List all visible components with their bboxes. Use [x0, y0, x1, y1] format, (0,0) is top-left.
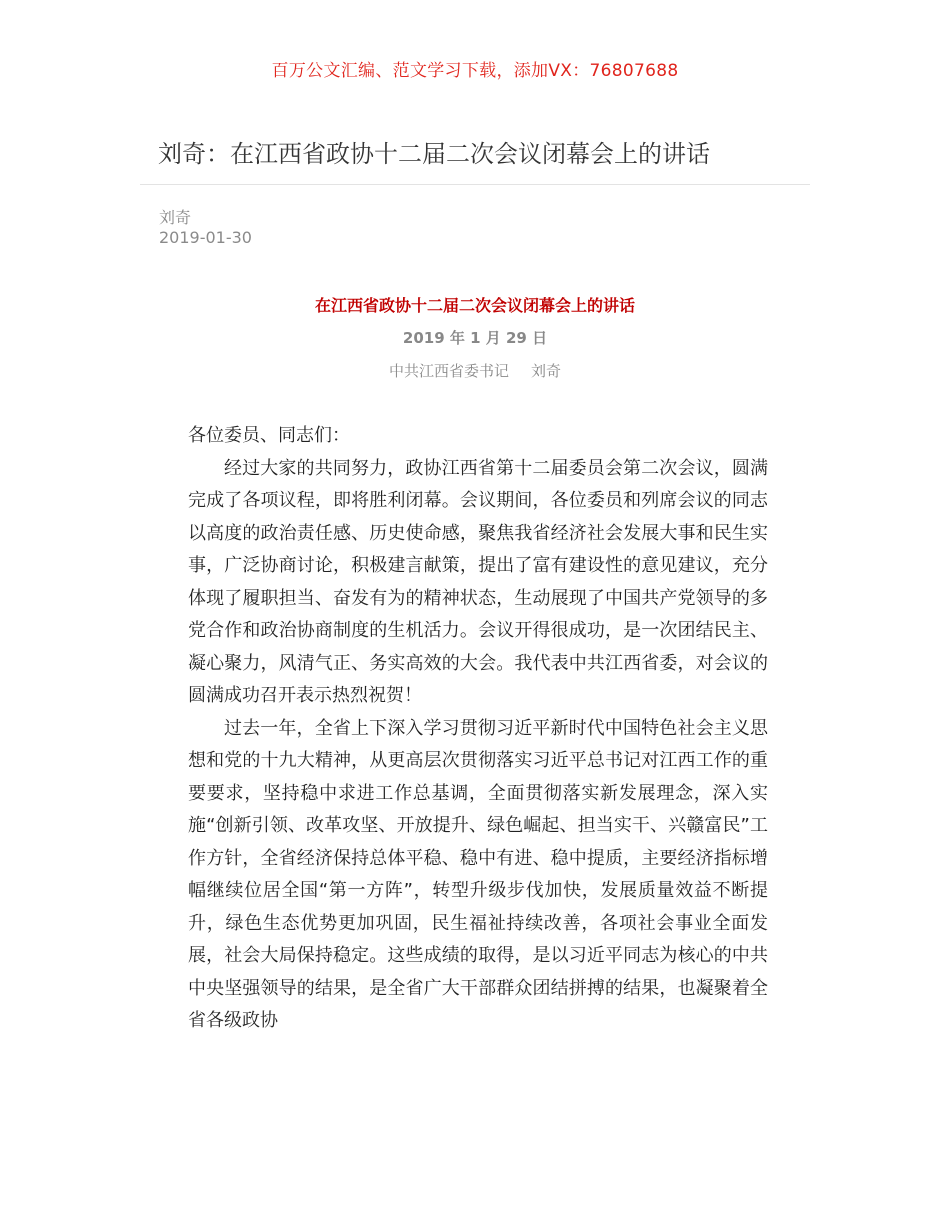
document-body [188, 420, 768, 1038]
body-paragraph: 过去一年，全省上下深入学习贯彻习近平新时代中国特色社会主义思想和党的十九大精神，从更高层次贯彻落实习近平总书记对江西工作的重要要求，坚持稳中求进工作总基调，全面贯彻落实新发展理念，深入实施“创新引领、改革攻坚、开放提升、绿色崛起、担当实干、兴赣富民”工作方针，全省经济保持总体平稳、稳中有进、稳中提质，主要经济指标增幅继续位居全国“第一方阵”，转型升级步伐加快，发展质量效益不断提升，绿色生态优势更加巩固，民生福祉持续改善，各项社会事业全面发展，社会大局保持稳定。这些成绩的取得，是以习近平同志为核心的中共中央坚强领导的结果，是全省广大干部群众团结拼搏的结果，也凝聚着全省各级政协 [188, 717, 768, 1031]
article-date: 2019-01-30 [159, 228, 252, 247]
article-author: 刘奇 [159, 208, 192, 227]
salutation: 各位委员、同志们： [188, 425, 350, 446]
document-byline [0, 360, 950, 381]
document-heading: 在江西省政协十二届二次会议闭幕会上的讲话 [314, 296, 635, 315]
promo-banner: 百万公文汇编、范文学习下载，添加VX：76807688 [271, 61, 679, 81]
title-divider [140, 184, 810, 185]
byline-role: 中共江西省委书记 [388, 362, 509, 380]
page-title: 刘奇：在江西省政协十二届二次会议闭幕会上的讲话 [158, 140, 710, 168]
document-date: 2019 年 1 月 29 日 [402, 329, 548, 347]
byline-name: 刘奇 [531, 362, 562, 380]
body-paragraph: 经过大家的共同努力，政协江西省第十二届委员会第二次会议，圆满完成了各项议程，即将胜利闭幕。会议期间，各位委员和列席会议的同志以高度的政治责任感、历史使命感，聚焦我省经济社会发展大事和民生实事，广泛协商讨论，积极建言献策，提出了富有建设性的意见建议，充分体现了履职担当、奋发有为的精神状态，生动展现了中国共产党领导的多党合作和政治协商制度的生机活力。会议开得很成功，是一次团结民主、凝心聚力，风清气正、务实高效的大会。我代表中共江西省委，对会议的圆满成功召开表示热烈祝贺！ [188, 457, 768, 706]
